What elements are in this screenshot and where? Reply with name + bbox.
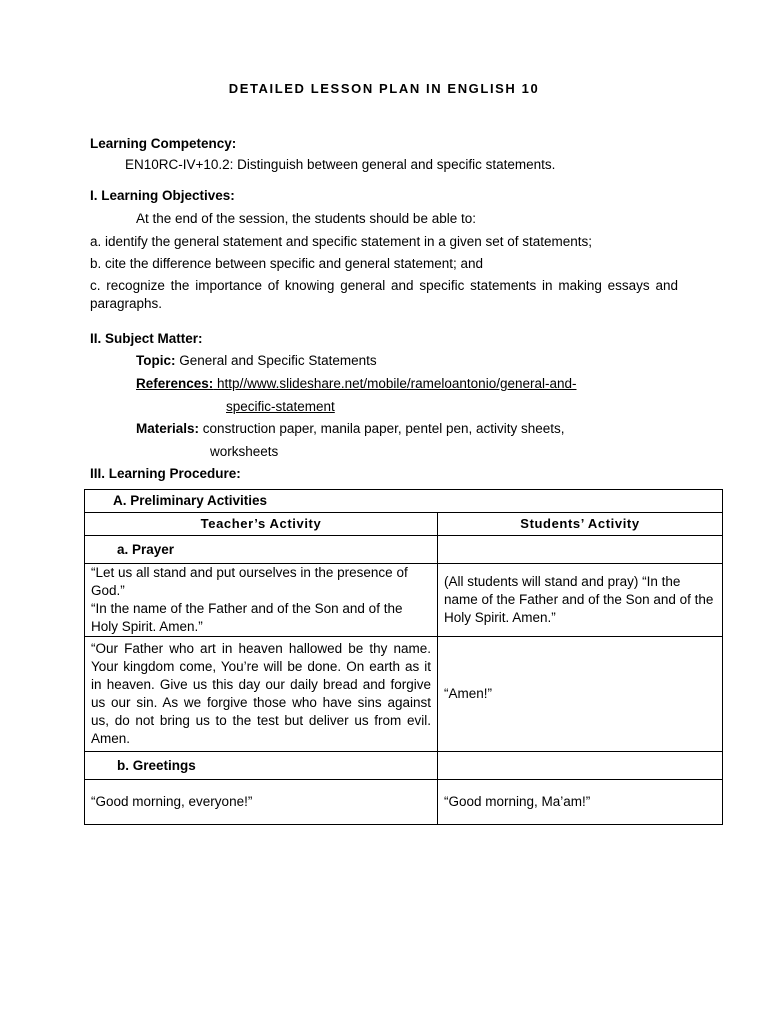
student-amen: “Amen!” [438,637,723,752]
topic-label: Topic: [136,353,176,368]
competency-text: EN10RC-IV+10.2: Distinguish between general and specific statements. [125,157,556,172]
materials-value-continued: worksheets [210,444,279,459]
references-label: References: [136,376,214,391]
teacher-lords-prayer: “Our Father who art in heaven hallowed be thy name. Your kingdom come, You’re will be done. On earth as it in heaven. Give us this day our daily bread and forgive us our sin. As we forgive those who have sins against us, do not bring us to the test but deliver us from evil. Amen. [85,637,438,752]
empty-cell [438,752,723,780]
student-greeting: “Good morning, Ma’am!” [438,780,723,825]
preliminary-activities-title: A. Preliminary Activities [85,490,723,513]
table-row [85,637,723,752]
references-line [136,375,577,393]
procedure-table [84,489,723,825]
objective-item: a. identify the general statement and specific statement in a given set of statements; [90,234,593,249]
teacher-activity-cell [85,564,438,637]
prayer-label: a. Prayer [85,536,438,564]
table-row [85,490,723,513]
competency-heading: Learning Competency: [90,136,237,151]
students-activity-header: Students’ Activity [438,513,723,536]
table-row [85,564,723,637]
teacher-prayer-invitation: “Let us all stand and put ourselves in the presence of God.” [91,565,408,598]
teacher-sign-of-cross: “In the name of the Father and of the Son and of the Holy Spirit. Amen.” [91,601,403,634]
materials-label: Materials: [136,421,200,436]
materials-value: construction paper, manila paper, pentel pen, activity sheets, [202,421,565,436]
topic-line [136,352,377,370]
procedure-heading: III. Learning Procedure: [90,466,241,481]
student-activity-cell: (All students will stand and pray) “In the name of the Father and of the Son and of the Holy Spirit. Amen.” [438,564,723,637]
objectives-heading: I. Learning Objectives: [90,188,235,203]
teachers-activity-header: Teacher’s Activity [85,513,438,536]
topic-value: General and Specific Statements [179,353,377,368]
references-link-continued[interactable]: specific-statement [226,399,335,414]
references-link[interactable]: http//www.slideshare.net/mobile/rameloantonio/general-and- [213,376,577,391]
table-row [85,513,723,536]
teacher-greeting: “Good morning, everyone!” [85,780,438,825]
objectives-intro: At the end of the session, the students should be able to: [136,211,476,226]
subject-matter-heading: II. Subject Matter: [90,331,203,346]
materials-line [136,420,565,438]
objective-item: c. recognize the importance of knowing general and specific statements in making essays and paragraphs. [90,278,678,311]
table-row [85,780,723,825]
objective-item: b. cite the difference between specific and general statement; and [90,256,484,271]
greetings-label: b. Greetings [85,752,438,780]
table-row [85,752,723,780]
empty-cell [438,536,723,564]
table-row [85,536,723,564]
document-title: DETAILED LESSON PLAN IN ENGLISH 10 [228,81,540,96]
